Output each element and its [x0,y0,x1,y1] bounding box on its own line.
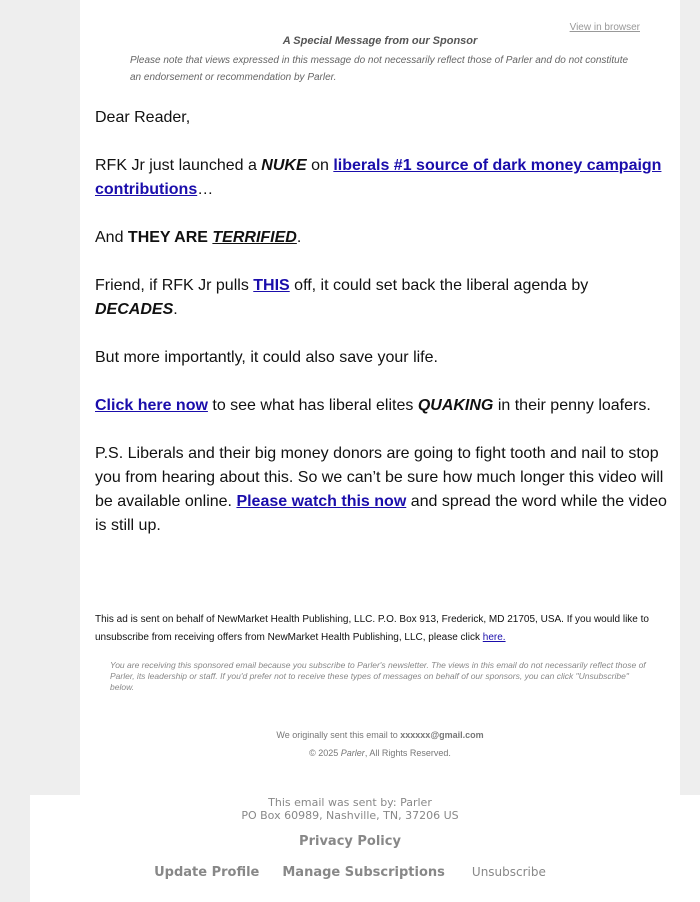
paragraph-decades [95,274,670,322]
sponsor-note-text: . [333,72,337,83]
text: in their penny loafers. [493,397,651,414]
text: on [306,157,334,174]
footer-address: PO Box 60989, Nashville, TN, 37206 US [241,809,459,822]
text: to see what has liberal elites [207,397,418,414]
sponsor-note [130,52,640,86]
copyright-brand: Parler [340,748,365,758]
paragraph-save-life: But more importantly, it could also save your life. [95,349,438,366]
recipient-email: xxxxxx@gmail.com [400,730,484,740]
privacy-policy-link[interactable]: Privacy Policy [299,834,401,849]
sent-to-line [80,730,680,740]
emphasis-they-are: THEY ARE [127,229,208,246]
copyright-text: © 2025 [309,748,341,758]
emphasis-terrified: TERRIFIED [212,229,297,246]
sponsor-note-text: and do not constitute an endorsement or recommendation by [130,55,629,83]
text: . [173,301,178,318]
emphasis-quaking: QUAKING [417,397,494,414]
this-link[interactable]: THIS [253,277,290,294]
copyright-text: , All Rights Reserved. [364,748,451,758]
sponsor-brand: Parler [307,72,334,83]
text: and spread the word while the video is still up. [95,493,667,534]
greeting: Dear Reader, [95,109,191,126]
text: RFK Jr just launched a [95,157,262,174]
ellipsis: … [197,181,214,198]
copyright [80,748,680,758]
click-here-now-link[interactable]: Click here now [95,397,208,414]
sponsor-title: A Special Message from our Sponsor [282,35,478,47]
paragraph-quaking [95,394,670,418]
sent-to-text: We originally sent this email to [276,730,401,740]
unsubscribe-link[interactable]: Unsubscribe [471,865,546,879]
text: off, it could set back the liberal agenda by [289,277,589,294]
unsubscribe-here-link[interactable]: here. [482,632,506,643]
text: And [95,229,128,246]
paragraph-ps [95,442,670,538]
emphasis-decades: DECADES [95,301,174,318]
update-profile-link[interactable]: Update Profile [154,865,260,880]
manage-subscriptions-link[interactable]: Manage Subscriptions [282,865,445,880]
text: . [296,229,302,246]
sent-by: This email was sent by: Parler [268,796,432,809]
email-card [80,0,680,800]
emphasis-nuke: NUKE [261,157,307,174]
text: Friend, if RFK Jr pulls [95,277,254,294]
please-watch-this-now-link[interactable]: Please watch this now [236,493,407,510]
sponsor-brand: Parler [505,55,533,66]
advertiser-disclaimer [95,611,670,647]
text: P.S. Liberals and their big money donors are going to fight tooth and nail to stop you from hearing about this. So we can’t be sure how much longer this video will be available online. [95,445,664,510]
view-in-browser-link[interactable]: View in browser [569,22,640,33]
paragraph-terrified [95,226,670,250]
sponsor-note-text: Please note that views expressed in this message do not necessarily reflect those of [130,55,506,66]
dark-money-link[interactable]: liberals #1 source of dark money campaign contributions [95,157,662,198]
disclaimer-text: This ad is sent on behalf of NewMarket Health Publishing, LLC. P.O. Box 913, Frederick, MD 21705, USA. If you would like to unsubscribe from receiving offers from NewMarket Health Publishing, LLC, please click [95,614,649,643]
footer-links [0,861,700,880]
paragraph-nuke [95,154,670,202]
sponsored-fine-print: You are receiving this sponsored email because you subscribe to Parler's newsletter. The views in this email do not necessarily reflect those of Parler, its leadership or staff. If you'd prefer not to receive these types of messages on behalf of our sponsors, you can click "Unsubscribe" below. [110,660,646,692]
